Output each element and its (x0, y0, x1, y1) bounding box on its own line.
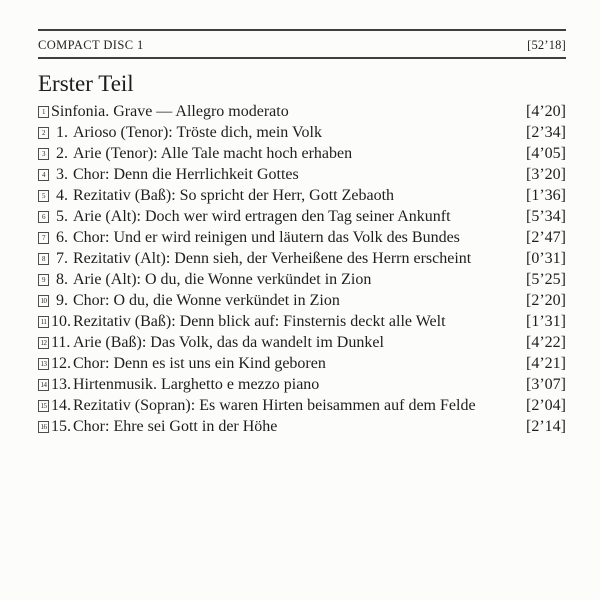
disc-label: COMPACT DISC 1 (38, 38, 144, 52)
track-number: 15 (40, 401, 47, 410)
track-duration: [1’31] (526, 313, 566, 330)
track-title: Rezitativ (Baß): So spricht der Herr, Gott Zebaoth (73, 187, 395, 204)
track-duration: [4’22] (526, 334, 566, 351)
track-number-box (38, 295, 49, 307)
track-number-box (38, 316, 49, 328)
track-number: 8 (42, 254, 45, 263)
movement-number: 15. (51, 418, 71, 435)
track-number-box (38, 106, 49, 118)
movement-number: 1. (56, 124, 68, 141)
track-number-box (38, 127, 49, 139)
section-title: Erster Teil (38, 71, 134, 96)
track-row (38, 122, 566, 143)
track-duration: [5’34] (526, 208, 566, 225)
track-number: 1 (42, 107, 45, 116)
track-number: 5 (42, 191, 45, 200)
movement-number: 10. (51, 313, 71, 330)
track-number: 11 (40, 317, 47, 326)
track-number: 3 (42, 149, 45, 158)
track-duration: [2’04] (526, 397, 566, 414)
track-number-box (38, 253, 49, 265)
movement-number: 5. (56, 208, 68, 225)
track-number: 13 (40, 359, 47, 368)
track-duration: [0’31] (526, 250, 566, 267)
header-bottom-rule (38, 57, 566, 59)
track-duration: [2’14] (526, 418, 566, 435)
track-number: 14 (40, 380, 47, 389)
track-number: 12 (40, 338, 47, 347)
track-row (38, 395, 566, 416)
track-title: Arie (Alt): Doch wer wird ertragen den Tag seiner Ankunft (73, 208, 451, 225)
track-title: Arie (Alt): O du, die Wonne verkündet in Zion (73, 271, 372, 288)
track-number: 9 (42, 275, 45, 284)
track-duration: [2’20] (526, 292, 566, 309)
track-number-box (38, 232, 49, 244)
track-duration: [5’25] (526, 271, 566, 288)
track-title: Arioso (Tenor): Tröste dich, mein Volk (73, 124, 322, 141)
track-title: Arie (Baß): Das Volk, das da wandelt im Dunkel (73, 334, 384, 351)
movement-number: 9. (56, 292, 68, 309)
track-title: Chor: Und er wird reinigen und läutern das Volk des Bundes (73, 229, 460, 246)
track-duration: [3’07] (526, 376, 566, 393)
movement-number: 7. (56, 250, 68, 267)
movement-number: 2. (56, 145, 68, 162)
track-list (38, 101, 566, 437)
track-number-box (38, 358, 49, 370)
track-duration: [3’20] (526, 166, 566, 183)
movement-number: 3. (56, 166, 68, 183)
track-number-box (38, 337, 49, 349)
track-row (38, 311, 566, 332)
track-row (38, 416, 566, 437)
track-row (38, 143, 566, 164)
track-number-box (38, 148, 49, 160)
track-title: Chor: Denn es ist uns ein Kind geboren (73, 355, 326, 372)
disc-total-time: [52’18] (527, 38, 566, 52)
track-title: Chor: Ehre sei Gott in der Höhe (73, 418, 278, 435)
track-number-box (38, 169, 49, 181)
track-title: Rezitativ (Sopran): Es waren Hirten beisammen auf dem Felde (73, 397, 476, 414)
movement-number: 6. (56, 229, 68, 246)
track-row (38, 374, 566, 395)
track-number: 6 (42, 212, 45, 221)
track-row (38, 353, 566, 374)
track-row (38, 185, 566, 206)
track-title: Sinfonia. Grave — Allegro moderato (51, 103, 289, 120)
track-duration: [4’21] (526, 355, 566, 372)
track-number-box (38, 379, 49, 391)
track-number: 7 (42, 233, 45, 242)
track-title: Arie (Tenor): Alle Tale macht hoch erhaben (73, 145, 353, 162)
movement-number: 4. (56, 187, 68, 204)
track-number: 4 (42, 170, 45, 179)
track-title: Hirtenmusik. Larghetto e mezzo piano (73, 376, 320, 393)
track-title: Rezitativ (Alt): Denn sieh, der Verheißene des Herrn erscheint (73, 250, 472, 267)
track-title: Chor: O du, die Wonne verkündet in Zion (73, 292, 340, 309)
movement-number: 13. (51, 376, 71, 393)
track-row (38, 290, 566, 311)
track-title: Rezitativ (Baß): Denn blick auf: Finsternis deckt alle Welt (73, 313, 446, 330)
track-row (38, 332, 566, 353)
track-duration: [1’36] (526, 187, 566, 204)
track-number-box (38, 190, 49, 202)
track-number-box (38, 211, 49, 223)
track-row (38, 164, 566, 185)
track-duration: [2’47] (526, 229, 566, 246)
track-row (38, 269, 566, 290)
movement-number: 11. (51, 334, 71, 351)
disc-header (38, 31, 566, 57)
track-row (38, 227, 566, 248)
track-number: 2 (42, 128, 45, 137)
track-duration: [2’34] (526, 124, 566, 141)
track-number: 10 (40, 296, 47, 305)
movement-number: 14. (51, 397, 71, 414)
track-row (38, 206, 566, 227)
track-row (38, 101, 566, 122)
track-number: 16 (40, 422, 47, 431)
track-number-box (38, 421, 49, 433)
track-number-box (38, 274, 49, 286)
track-number-box (38, 400, 49, 412)
page-content (38, 29, 566, 437)
movement-number: 12. (51, 355, 71, 372)
track-duration: [4’20] (526, 103, 566, 120)
movement-number: 8. (56, 271, 68, 288)
track-row (38, 248, 566, 269)
track-title: Chor: Denn die Herrlichkeit Gottes (73, 166, 299, 183)
track-duration: [4’05] (526, 145, 566, 162)
